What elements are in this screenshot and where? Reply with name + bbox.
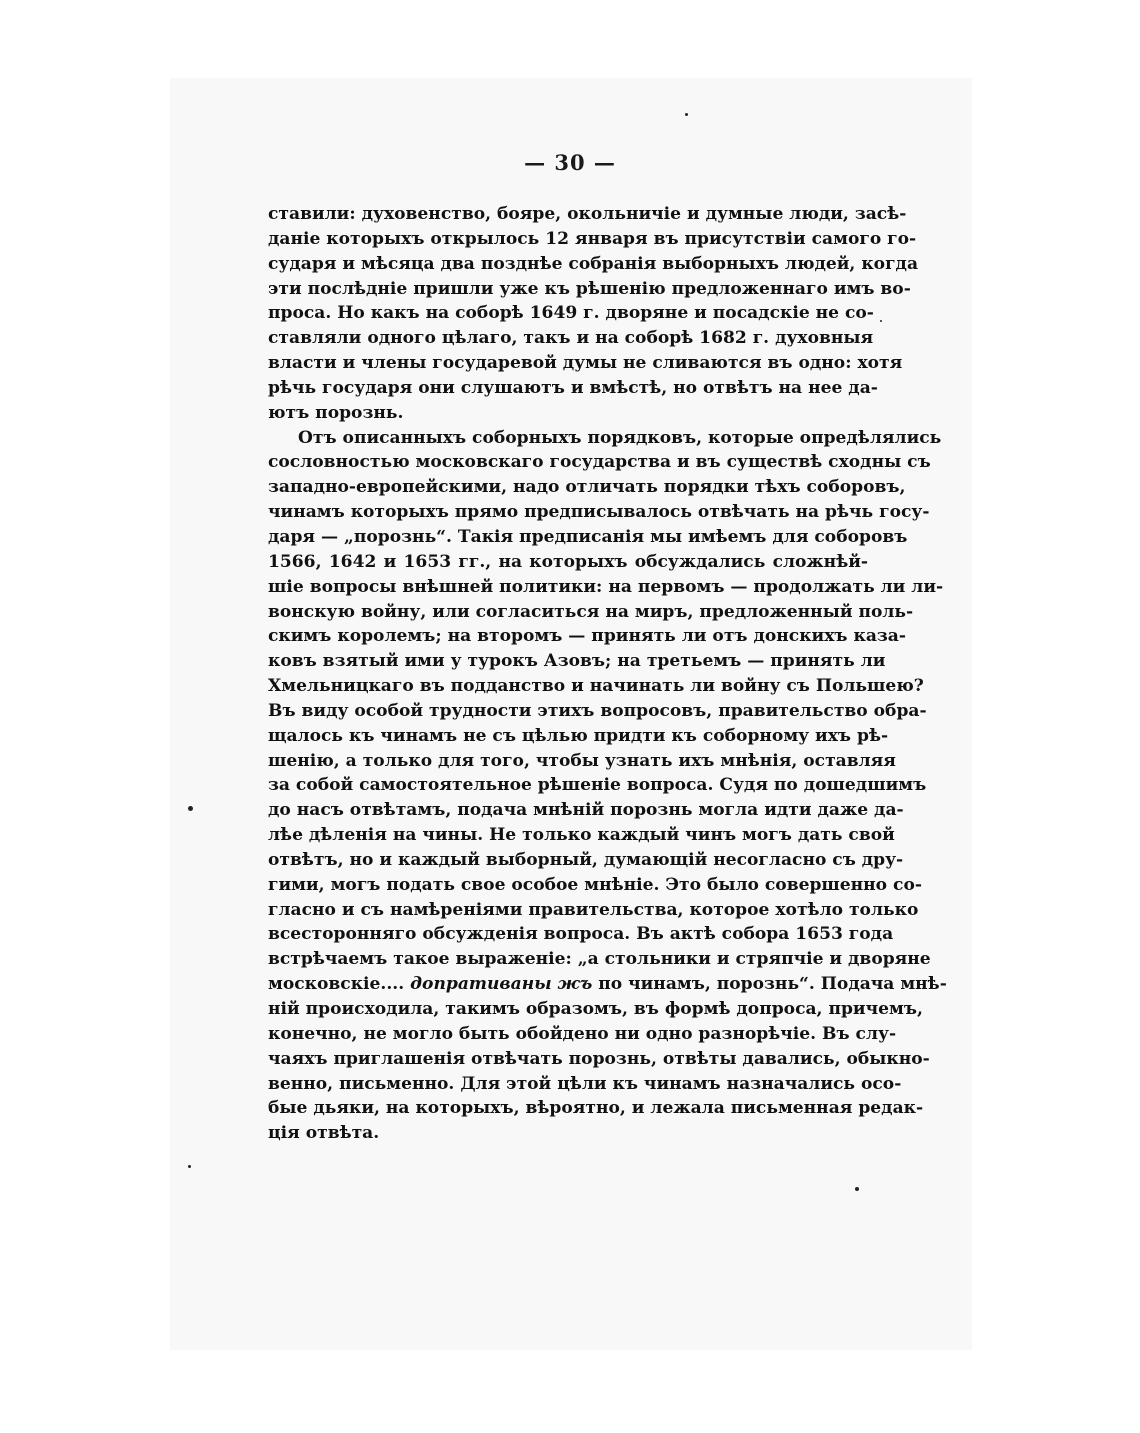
body-text [268,202,947,1146]
text-line: гими, могъ подать свое особое мнѣніе. Это было совершенно со- [268,874,922,895]
text-line: бые дьяки, на которыхъ, вѣроятно, и лежала письменная редак- [268,1098,924,1119]
page-number: — 30 — [524,150,616,175]
text-line: власти и члены государевой думы не сливаются въ одно: хотя [268,353,903,374]
text-line: эти послѣдніе пришли уже къ рѣшенію предложеннаго имъ во- [268,278,911,299]
text-line: всесторонняго обсужденія вопроса. Въ актѣ собора 1653 года [268,924,894,945]
text-line: встрѣчаемъ такое выраженіе: „а стольники и стряпчіе и дворяне [268,949,931,970]
text-line: ставляли одного цѣлаго, такъ и на соборѣ 1682 г. духовныя [268,328,874,349]
text-line: ютъ порознь. [268,402,404,423]
text-line: отвѣтъ, но и каждый выборный, думающій несогласно съ дру- [268,849,904,870]
text-line: лѣе дѣленія на чины. Не только каждый чинъ могъ дать свой [268,825,895,846]
text-line: шенію, а только для того, чтобы узнать ихъ мнѣнія, оставляя [268,750,896,771]
scan-speck [188,1165,191,1168]
text-line: Въ виду особой трудности этихъ вопросовъ, правительство обра- [268,700,927,721]
text-line: рѣчь государя они слушаютъ и вмѣстѣ, но отвѣтъ на нее да- [268,377,878,398]
text-line: западно-европейскими, надо отличать порядки тѣхъ соборовъ, [268,477,906,498]
text-line: ковъ взятый ими у турокъ Азовъ; на третьемъ — принять ли [268,651,886,672]
text-line: до насъ отвѣтамъ, подача мнѣній порознь могла идти даже да- [268,800,904,821]
text-line: чаяхъ приглашенія отвѣчать порознь, отвѣты давались, обыкно- [268,1048,930,1069]
text-line: шіе вопросы внѣшней политики: на первомъ — продолжать ли ли- [268,576,944,597]
scan-speck [685,113,688,116]
paragraph-first-line: Отъ описанныхъ соборныхъ порядковъ, которые опредѣлялись [298,427,942,448]
text-segment: по чинамъ, порознь“. Подача мнѣ- [592,974,947,995]
text-line: даря — „порознь“. Такія предписанія мы имѣемъ для соборовъ [268,526,908,547]
text-line: чинамъ которыхъ прямо предписывалось отвѣчать на рѣчь госу- [268,502,930,523]
text-line: проса. Но какъ на соборѣ 1649 г. дворяне и посадскіе не со- [268,303,874,324]
text-line: сословностью московскаго государства и въ существѣ сходны съ [268,452,931,473]
text-line: венно, письменно. Для этой цѣли къ чинамъ назначались осо- [268,1073,902,1094]
text-line: скимъ королемъ; на второмъ — принять ли отъ донскихъ каза- [268,626,906,647]
text-line: конечно, не могло быть обойдено ни одно разнорѣчіе. Въ слу- [268,1023,897,1044]
text-line: щалось къ чинамъ не съ цѣлью придти къ соборному ихъ рѣ- [268,725,889,746]
scan-speck [880,320,882,322]
text-line: даніе которыхъ открылось 12 января въ присутствіи самого го- [268,228,917,249]
italic-quote: допративаны жъ [410,974,593,995]
text-line: 1566, 1642 и 1653 гг., на которыхъ обсуждались сложнѣй- [268,551,868,572]
text-line: гласно и съ намѣреніями правительства, которое хотѣло только [268,899,919,920]
text-segment: московскіе.... [268,974,411,995]
text-line: ній происходила, такимъ образомъ, въ формѣ допроса, причемъ, [268,999,923,1019]
text-line: вонскую войну, или согласиться на миръ, предложенный поль- [268,601,914,622]
scan-speck [188,806,193,811]
text-line: Хмельницкаго въ подданство и начинать ли войну съ Польшею? [268,676,924,697]
text-line: сударя и мѣсяца два позднѣе собранія выборныхъ людей, когда [268,253,919,274]
text-line: ція отвѣта. [268,1123,380,1144]
text-line-with-italic [268,972,947,997]
text-line: ставили: духовенство, бояре, окольничіе и думные люди, засѣ- [268,204,907,224]
scan-speck [855,1187,859,1191]
text-line: за собой самостоятельное рѣшеніе вопроса. Судя по дошедшимъ [268,775,927,796]
